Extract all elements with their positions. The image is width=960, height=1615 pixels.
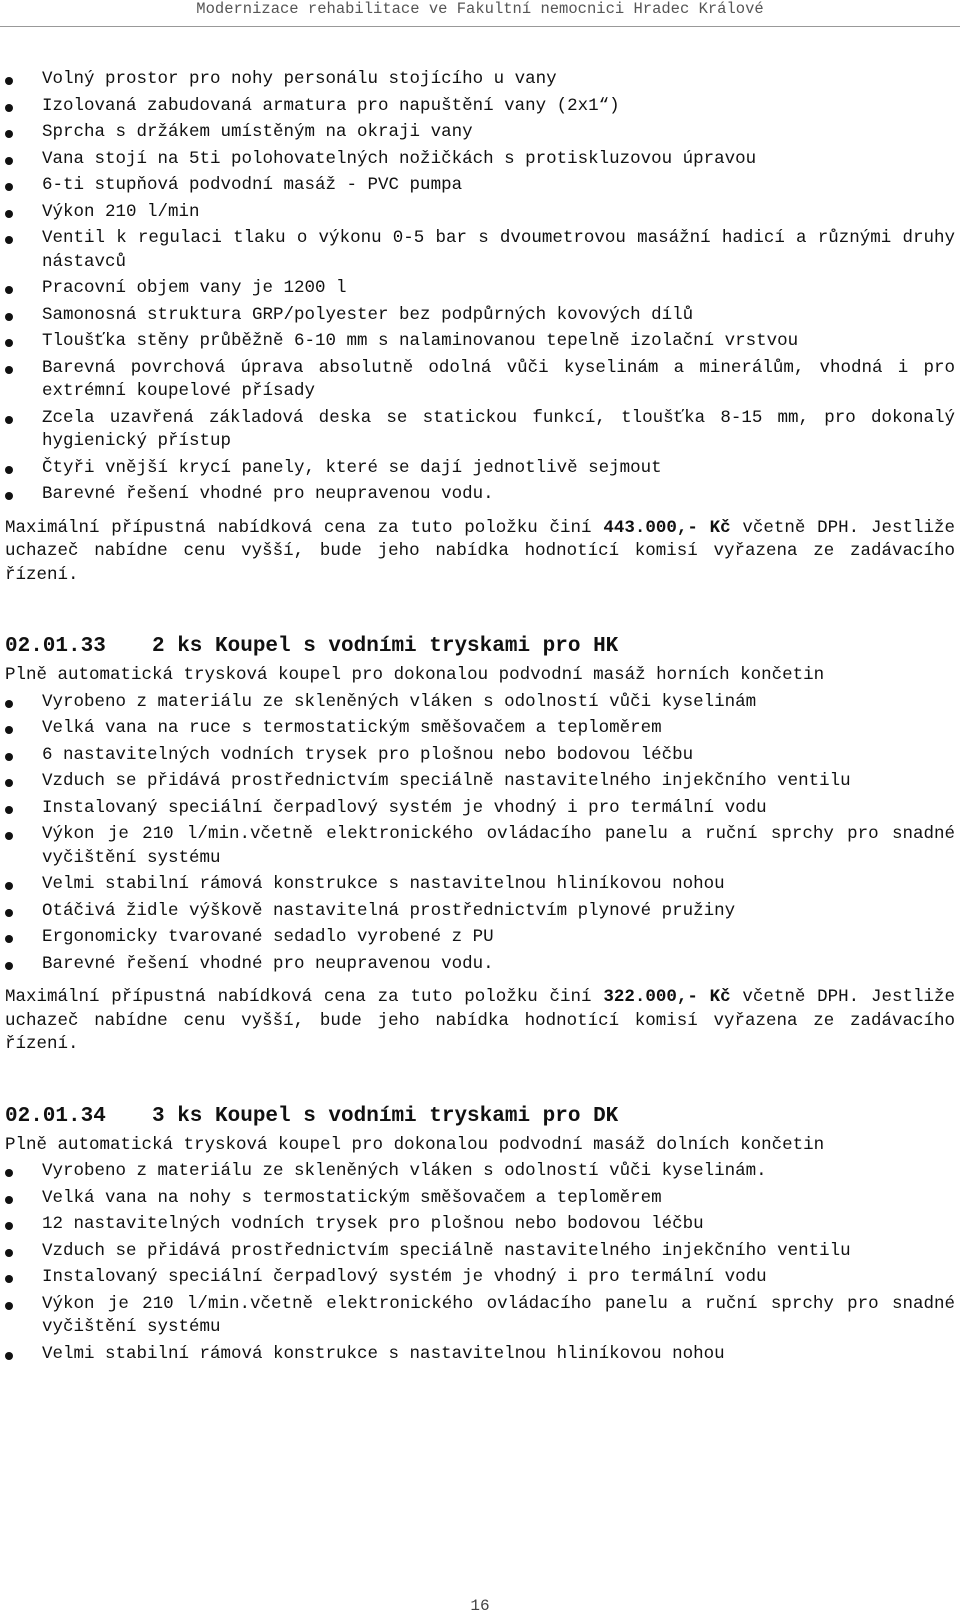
list-item: Otáčivá židle výškově nastavitelná prostřednictvím plynové pružiny (5, 900, 955, 924)
list-item: Čtyři vnější krycí panely, které se dají jednotlivě sejmout (5, 457, 955, 481)
running-header: Modernizace rehabilitace ve Fakultní nemocnici Hradec Králové (0, 0, 960, 27)
section2-heading (5, 633, 955, 661)
list-item: Vzduch se přidává prostřednictvím speciálně nastavitelného injekčního ventilu (5, 1240, 955, 1264)
page-number: 16 (470, 1597, 490, 1615)
list-item: Zcela uzavřená základová deska se statickou funkcí, tloušťka 8-15 mm, pro dokonalý hygienický přístup (5, 407, 955, 454)
price-text-after: včetně DPH. Jestliže uchazeč nabídne cenu vyšší, bude jeho nabídka hodnotící komisí vyřazena ze zadávacího řízení. (5, 517, 955, 585)
list-item: Barevné řešení vhodné pro neupravenou vodu. (5, 953, 955, 977)
price-text: Maximální přípustná nabídková cena za tuto položku činí (5, 987, 604, 1007)
list-item: Ergonomicky tvarované sedadlo vyrobené z PU (5, 926, 955, 950)
list-item: Velmi stabilní rámová konstrukce s nastavitelnou hliníkovou nohou (5, 1343, 955, 1367)
section1-bullet-list (5, 68, 955, 507)
list-item: Vyrobeno z materiálu ze skleněných vláken s odolností vůči kyselinám (5, 691, 955, 715)
list-item: Izolovaná zabudovaná armatura pro napuštění vany (2x1“) (5, 95, 955, 119)
list-item: Instalovaný speciální čerpadlový systém je vhodný i pro termální vodu (5, 797, 955, 821)
price-value: 322.000,- Kč (603, 987, 731, 1007)
list-item: Instalovaný speciální čerpadlový systém je vhodný i pro termální vodu (5, 1266, 955, 1290)
list-item: Volný prostor pro nohy personálu stojícího u vany (5, 68, 955, 92)
list-item: Výkon je 210 l/min.včetně elektronického ovládacího panelu a ruční sprchy pro snadné vyčištění systému (5, 1293, 955, 1340)
section2-intro: Plně automatická trysková koupel pro dokonalou podvodní masáž horních končetin (5, 665, 825, 685)
document-body (5, 68, 955, 1369)
list-item: Velmi stabilní rámová konstrukce s nastavitelnou hliníkovou nohou (5, 873, 955, 897)
price-value: 443.000,- Kč (603, 517, 731, 538)
section2-bullet-list (5, 691, 955, 977)
list-item: Velká vana na nohy s termostatickým směšovačem a teploměrem (5, 1187, 955, 1211)
list-item: Pracovní objem vany je 1200 l (5, 277, 955, 301)
section2-number: 02.01.33 (5, 635, 106, 658)
list-item: Tloušťka stěny průběžně 6-10 mm s nalaminovanou tepelně izolační vrstvou (5, 330, 955, 354)
price-text-after: včetně DPH. Jestliže uchazeč nabídne cenu vyšší, bude jeho nabídka hodnotící komisí vyřazena ze zadávacího řízení. (5, 987, 955, 1054)
section2-price-paragraph (5, 986, 955, 1057)
section3-number: 02.01.34 (5, 1104, 106, 1128)
list-item: Výkon je 210 l/min.včetně elektronického ovládacího panelu a ruční sprchy pro snadné vyčištění systému (5, 823, 955, 870)
list-item: Barevné řešení vhodné pro neupravenou vodu. (5, 483, 955, 507)
list-item: Vana stojí na 5ti polohovatelných nožičkách s protiskluzovou úpravou (5, 148, 955, 172)
list-item: 12 nastavitelných vodních trysek pro plošnou nebo bodovou léčbu (5, 1213, 955, 1237)
list-item: Samonosná struktura GRP/polyester bez podpůrných kovových dílů (5, 304, 955, 328)
section1-price-paragraph (5, 517, 955, 588)
list-item: Ventil k regulaci tlaku o výkonu 0-5 bar s dvoumetrovou masážní hadicí a různými druhy nástavců (5, 227, 955, 274)
list-item: 6 nastavitelných vodních trysek pro plošnou nebo bodovou léčbu (5, 744, 955, 768)
list-item: Barevná povrchová úprava absolutně odolná vůči kyselinám a minerálům, vhodná i pro extrémní koupelové přísady (5, 357, 955, 404)
section3-intro: Plně automatická trysková koupel pro dokonalou podvodní masáž dolních končetin (5, 1134, 825, 1155)
list-item: 6-ti stupňová podvodní masáž - PVC pumpa (5, 174, 955, 198)
section3-heading (5, 1103, 955, 1131)
list-item: Sprcha s držákem umístěným na okraji vany (5, 121, 955, 145)
list-item: Vzduch se přidává prostřednictvím speciálně nastavitelného injekčního ventilu (5, 770, 955, 794)
list-item: Výkon 210 l/min (5, 201, 955, 225)
list-item: Velká vana na ruce s termostatickým směšovačem a teploměrem (5, 717, 955, 741)
section3-bullet-list (5, 1160, 955, 1366)
price-text: Maximální přípustná nabídková cena za tuto položku činí (5, 517, 604, 538)
list-item: Vyrobeno z materiálu ze skleněných vláken s odolností vůči kyselinám. (5, 1160, 955, 1184)
section2-title: 2 ks Koupel s vodními tryskami pro HK (152, 635, 619, 658)
section3-title: 3 ks Koupel s vodními tryskami pro DK (152, 1104, 619, 1128)
